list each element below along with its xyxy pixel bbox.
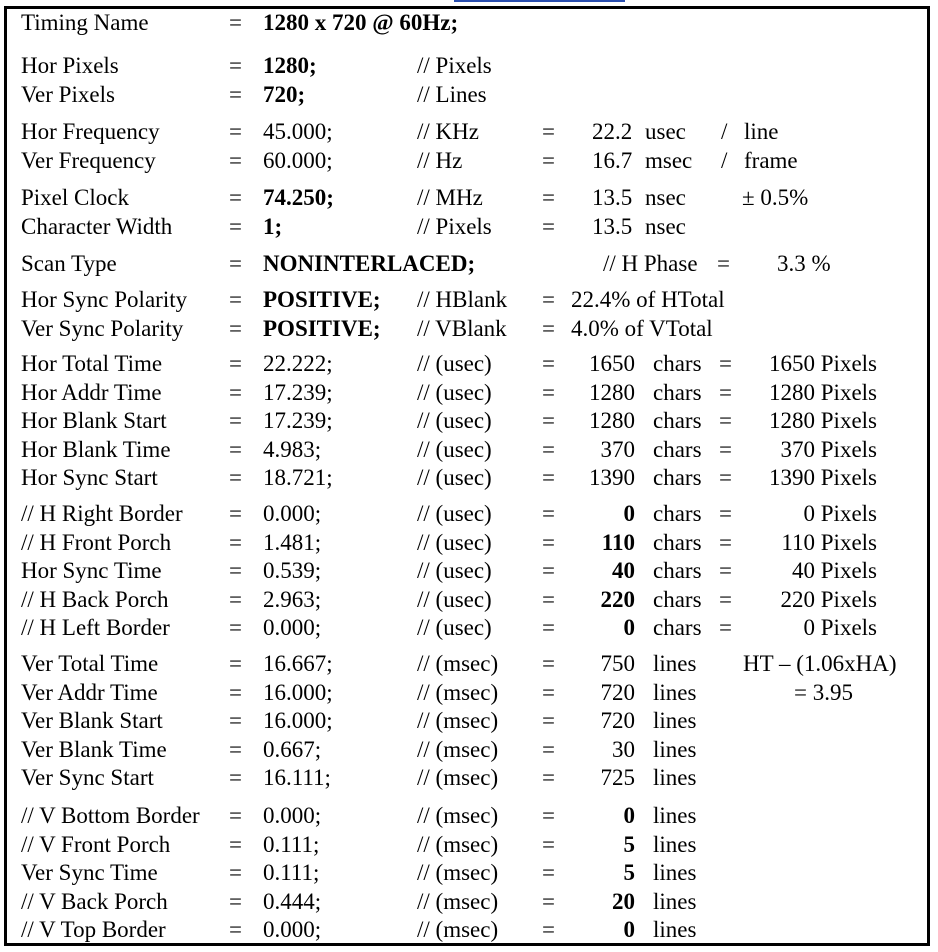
cell-value: 0.000; bbox=[263, 917, 322, 943]
cell-eq2: = bbox=[542, 465, 555, 491]
cell-unit: // HBlank bbox=[417, 287, 508, 312]
cell-value: 0.000; bbox=[263, 803, 322, 828]
cell-px: 1650 Pixels bbox=[769, 351, 877, 376]
cell-eq2: = bbox=[542, 501, 555, 526]
cell-eq3: = bbox=[719, 501, 732, 526]
timing-row bbox=[7, 557, 927, 585]
cell-eq: = bbox=[229, 708, 242, 734]
cell-unit: // (usec) bbox=[417, 408, 492, 434]
timing-row bbox=[7, 888, 927, 916]
cell-eq3: = bbox=[719, 436, 732, 462]
cell-name: // V Top Border bbox=[21, 917, 166, 943]
cell-eq: = bbox=[229, 803, 242, 828]
cell-name: Ver Total Time bbox=[21, 651, 159, 676]
cell-cu: lines bbox=[653, 651, 697, 676]
cell-name: Hor Sync Polarity bbox=[21, 287, 188, 312]
timing-table-frame bbox=[4, 6, 930, 946]
cell-count: 720 bbox=[600, 679, 635, 705]
cell-note: HT – (1.06xHA) bbox=[743, 651, 897, 676]
timing-row bbox=[7, 586, 927, 614]
cell-eq2: = bbox=[542, 315, 555, 341]
cell-eq2: = bbox=[542, 736, 555, 762]
cell-eq2: = bbox=[542, 831, 555, 857]
timing-row bbox=[7, 679, 927, 707]
cell-eq2: = bbox=[542, 708, 555, 734]
cell-n1: 16.7 bbox=[592, 147, 633, 173]
cell-px: 220 Pixels bbox=[780, 586, 877, 612]
cell-eq: = bbox=[229, 615, 242, 641]
cell-cu: chars bbox=[653, 615, 702, 641]
timing-row bbox=[7, 802, 927, 830]
cell-value: 2.963; bbox=[263, 586, 322, 612]
cell-px: 40 Pixels bbox=[792, 558, 877, 584]
cell-eq: = bbox=[229, 465, 242, 491]
cell-px: 110 Pixels bbox=[781, 529, 877, 555]
cell-count: 1280 bbox=[589, 408, 635, 434]
cell-eq2: = bbox=[542, 558, 555, 584]
cell-eq3: = bbox=[719, 379, 732, 405]
cell-eq: = bbox=[229, 679, 242, 705]
cell-name: Ver Frequency bbox=[21, 147, 156, 173]
cell-eq: = bbox=[229, 558, 242, 584]
cell-eq2: = bbox=[542, 679, 555, 705]
cell-blank: 4.0% of VTotal bbox=[571, 315, 713, 341]
cell-eq2: = bbox=[542, 765, 555, 791]
cell-unit: // (usec) bbox=[417, 501, 492, 526]
cell-count: 0 bbox=[623, 803, 635, 828]
cell-eq: = bbox=[229, 831, 242, 857]
cell-name: // V Back Porch bbox=[21, 888, 168, 914]
timing-row bbox=[7, 286, 927, 314]
cell-eq: = bbox=[229, 185, 242, 210]
cell-value: 16.667; bbox=[263, 651, 333, 676]
cell-cu: lines bbox=[653, 860, 697, 886]
cell-eq3: = bbox=[719, 615, 732, 641]
cell-u1: usec bbox=[645, 119, 686, 144]
cell-value: 4.983; bbox=[263, 436, 322, 462]
cell-unit: // (usec) bbox=[417, 379, 492, 405]
cell-value: 45.000; bbox=[263, 119, 333, 144]
cell-name: // H Front Porch bbox=[21, 529, 172, 555]
cell-count: 30 bbox=[612, 736, 635, 762]
cell-value: POSITIVE; bbox=[263, 287, 381, 312]
cell-u1: msec bbox=[645, 147, 693, 173]
timing-row bbox=[7, 736, 927, 764]
cell-blank: 22.4% of HTotal bbox=[571, 287, 725, 312]
cell-name: Hor Frequency bbox=[21, 119, 160, 144]
cell-name: Hor Blank Time bbox=[21, 436, 171, 462]
cell-eq3: = bbox=[719, 408, 732, 434]
cell-eq2: = bbox=[542, 860, 555, 886]
cell-eq: = bbox=[229, 651, 242, 676]
cell-count: 1650 bbox=[589, 351, 635, 376]
cell-value: 1280; bbox=[263, 53, 317, 78]
cell-px: 1280 Pixels bbox=[769, 408, 877, 434]
cell-count: 5 bbox=[623, 831, 635, 857]
cell-tail: line bbox=[744, 119, 779, 144]
cell-count: 110 bbox=[601, 529, 635, 555]
cell-n1: 13.5 bbox=[592, 213, 633, 239]
cell-eq2: = bbox=[542, 351, 555, 376]
cell-count: 725 bbox=[600, 765, 635, 791]
cell-name: Pixel Clock bbox=[21, 185, 129, 210]
cell-tail2: ± 0.5% bbox=[742, 185, 809, 210]
cell-unit: // (msec) bbox=[417, 917, 499, 943]
cell-phase-val: 3.3 % bbox=[777, 251, 831, 276]
timing-row bbox=[7, 764, 927, 792]
timing-row bbox=[7, 831, 927, 859]
cell-u1: nsec bbox=[645, 213, 686, 239]
cell-unit: // (usec) bbox=[417, 615, 492, 641]
cell-unit: // (msec) bbox=[417, 679, 499, 705]
cell-eq3: = bbox=[719, 529, 732, 555]
cell-count: 0 bbox=[623, 615, 635, 641]
cell-unit: // (msec) bbox=[417, 708, 499, 734]
cell-unit: // (usec) bbox=[417, 558, 492, 584]
cell-count: 0 bbox=[623, 917, 635, 943]
cell-eq2: = bbox=[542, 119, 555, 144]
cell-value: 0.444; bbox=[263, 888, 322, 914]
cell-count: 5 bbox=[623, 860, 635, 886]
cell-name: Hor Blank Start bbox=[21, 408, 167, 434]
cell-eq: = bbox=[229, 888, 242, 914]
timing-row bbox=[7, 315, 927, 343]
cell-cu: chars bbox=[653, 558, 702, 584]
cell-name: Ver Blank Time bbox=[21, 736, 167, 762]
header-rule bbox=[454, 0, 625, 2]
cell-value: 0.111; bbox=[263, 860, 320, 886]
cell-unit: // (msec) bbox=[417, 803, 499, 828]
cell-name: Character Width bbox=[21, 213, 173, 239]
cell-eq: = bbox=[229, 10, 242, 35]
cell-cu: lines bbox=[653, 765, 697, 791]
cell-eq2: = bbox=[542, 408, 555, 434]
cell-eq3: = bbox=[719, 465, 732, 491]
cell-unit: // (usec) bbox=[417, 436, 492, 462]
cell-eq: = bbox=[229, 379, 242, 405]
cell-cu: chars bbox=[653, 351, 702, 376]
cell-eq2: = bbox=[542, 185, 555, 210]
cell-unit: // (usec) bbox=[417, 586, 492, 612]
cell-value: POSITIVE; bbox=[263, 315, 381, 341]
cell-eq2: = bbox=[542, 436, 555, 462]
cell-name: // H Back Porch bbox=[21, 586, 169, 612]
cell-eq2: = bbox=[542, 917, 555, 943]
cell-count: 20 bbox=[612, 888, 635, 914]
timing-row bbox=[7, 500, 927, 528]
cell-unit: // (msec) bbox=[417, 736, 499, 762]
cell-eq2: = bbox=[542, 803, 555, 828]
cell-tail: frame bbox=[744, 147, 798, 173]
cell-unit: // KHz bbox=[417, 119, 479, 144]
cell-value: 1280 x 720 @ 60Hz; bbox=[263, 10, 459, 35]
cell-name: Ver Sync Time bbox=[21, 860, 158, 886]
cell-value: 17.239; bbox=[263, 379, 333, 405]
cell-px: 0 Pixels bbox=[803, 501, 877, 526]
cell-unit: // (usec) bbox=[417, 529, 492, 555]
cell-value: 0.111; bbox=[263, 831, 320, 857]
cell-eq2: = bbox=[542, 379, 555, 405]
cell-phase-eq: = bbox=[717, 251, 730, 276]
cell-value: 16.000; bbox=[263, 708, 333, 734]
cell-value: 22.222; bbox=[263, 351, 333, 376]
timing-row bbox=[7, 350, 927, 378]
timing-row bbox=[7, 9, 927, 37]
cell-value: 0.000; bbox=[263, 615, 322, 641]
cell-px: 0 Pixels bbox=[803, 615, 877, 641]
cell-cu: lines bbox=[653, 708, 697, 734]
cell-eq2: = bbox=[542, 213, 555, 239]
cell-n1: 22.2 bbox=[592, 119, 633, 144]
cell-eq: = bbox=[229, 147, 242, 173]
cell-eq: = bbox=[229, 586, 242, 612]
cell-unit: // Pixels bbox=[417, 213, 492, 239]
cell-unit: // VBlank bbox=[417, 315, 507, 341]
cell-cu: chars bbox=[653, 501, 702, 526]
timing-row bbox=[7, 147, 927, 175]
cell-cu: lines bbox=[653, 831, 697, 857]
cell-note2: = 3.95 bbox=[794, 679, 853, 705]
cell-eq: = bbox=[229, 436, 242, 462]
cell-eq: = bbox=[229, 287, 242, 312]
cell-eq: = bbox=[229, 736, 242, 762]
cell-eq2: = bbox=[542, 529, 555, 555]
cell-count: 0 bbox=[623, 501, 635, 526]
cell-eq: = bbox=[229, 53, 242, 78]
timing-row bbox=[7, 707, 927, 735]
cell-name: Hor Addr Time bbox=[21, 379, 162, 405]
cell-value: 16.000; bbox=[263, 679, 333, 705]
cell-name: Ver Sync Polarity bbox=[21, 315, 184, 341]
timing-row bbox=[7, 436, 927, 464]
cell-n1: 13.5 bbox=[592, 185, 633, 210]
cell-eq2: = bbox=[542, 287, 555, 312]
cell-px: 1280 Pixels bbox=[769, 379, 877, 405]
cell-eq: = bbox=[229, 917, 242, 943]
cell-value: 74.250; bbox=[263, 185, 334, 210]
cell-unit: // (usec) bbox=[417, 351, 492, 376]
cell-eq: = bbox=[229, 765, 242, 791]
cell-px: 1390 Pixels bbox=[769, 465, 877, 491]
cell-eq3: = bbox=[719, 351, 732, 376]
cell-value: 1.481; bbox=[263, 529, 322, 555]
cell-unit: // (msec) bbox=[417, 765, 499, 791]
cell-unit: // (msec) bbox=[417, 888, 499, 914]
cell-name: Ver Pixels bbox=[21, 81, 115, 107]
cell-u1: nsec bbox=[645, 185, 686, 210]
cell-value: 60.000; bbox=[263, 147, 333, 173]
cell-value: 18.721; bbox=[263, 465, 333, 491]
cell-eq: = bbox=[229, 529, 242, 555]
cell-name: Hor Sync Start bbox=[21, 465, 158, 491]
cell-cu: chars bbox=[653, 408, 702, 434]
timing-row bbox=[7, 859, 927, 887]
timing-row bbox=[7, 529, 927, 557]
cell-value: 16.111; bbox=[263, 765, 331, 791]
cell-count: 370 bbox=[600, 436, 635, 462]
cell-cu: chars bbox=[653, 586, 702, 612]
cell-value: 17.239; bbox=[263, 408, 333, 434]
cell-value: 1; bbox=[263, 213, 283, 239]
timing-row bbox=[7, 650, 927, 678]
cell-slash: / bbox=[721, 119, 728, 144]
cell-count: 720 bbox=[600, 708, 635, 734]
timing-row bbox=[7, 118, 927, 146]
cell-name: // H Right Border bbox=[21, 501, 183, 526]
cell-name: Ver Addr Time bbox=[21, 679, 158, 705]
cell-cu: chars bbox=[653, 436, 702, 462]
cell-unit: // (msec) bbox=[417, 651, 499, 676]
timing-row bbox=[7, 52, 927, 80]
timing-row bbox=[7, 81, 927, 109]
cell-unit: // (usec) bbox=[417, 465, 492, 491]
cell-name: // V Front Porch bbox=[21, 831, 171, 857]
cell-cu: lines bbox=[653, 803, 697, 828]
cell-name: Timing Name bbox=[21, 10, 149, 35]
cell-unit: // Lines bbox=[417, 81, 487, 107]
cell-px: 370 Pixels bbox=[780, 436, 877, 462]
cell-value: 0.667; bbox=[263, 736, 322, 762]
cell-eq: = bbox=[229, 213, 242, 239]
cell-eq2: = bbox=[542, 147, 555, 173]
cell-unit: // Pixels bbox=[417, 53, 492, 78]
cell-name: Scan Type bbox=[21, 251, 117, 276]
cell-eq: = bbox=[229, 119, 242, 144]
cell-eq: = bbox=[229, 251, 242, 276]
cell-eq: = bbox=[229, 81, 242, 107]
cell-name: Ver Blank Start bbox=[21, 708, 163, 734]
timing-row bbox=[7, 184, 927, 212]
timing-row bbox=[7, 213, 927, 241]
cell-name: // H Left Border bbox=[21, 615, 170, 641]
timing-row bbox=[7, 916, 927, 944]
cell-count: 1390 bbox=[589, 465, 635, 491]
cell-count: 1280 bbox=[589, 379, 635, 405]
cell-name: Ver Sync Start bbox=[21, 765, 154, 791]
timing-row bbox=[7, 407, 927, 435]
cell-name: Hor Total Time bbox=[21, 351, 163, 376]
cell-unit: // (msec) bbox=[417, 831, 499, 857]
cell-eq: = bbox=[229, 860, 242, 886]
cell-cu: chars bbox=[653, 379, 702, 405]
cell-eq2: = bbox=[542, 651, 555, 676]
cell-unit: // (msec) bbox=[417, 860, 499, 886]
cell-name: Hor Pixels bbox=[21, 53, 119, 78]
cell-eq: = bbox=[229, 315, 242, 341]
timing-row bbox=[7, 614, 927, 642]
cell-phase-label: // H Phase bbox=[603, 251, 698, 276]
cell-eq2: = bbox=[542, 586, 555, 612]
cell-cu: chars bbox=[653, 465, 702, 491]
cell-unit: // MHz bbox=[417, 185, 483, 210]
cell-cu: lines bbox=[653, 679, 697, 705]
cell-name: Hor Sync Time bbox=[21, 558, 162, 584]
cell-eq: = bbox=[229, 408, 242, 434]
timing-row bbox=[7, 250, 927, 278]
cell-eq2: = bbox=[542, 888, 555, 914]
cell-cu: lines bbox=[653, 736, 697, 762]
cell-value: NONINTERLACED; bbox=[263, 251, 476, 276]
cell-count: 220 bbox=[600, 586, 635, 612]
timing-row bbox=[7, 464, 927, 492]
cell-eq: = bbox=[229, 351, 242, 376]
cell-name: // V Bottom Border bbox=[21, 803, 200, 828]
cell-unit: // Hz bbox=[417, 147, 463, 173]
cell-eq: = bbox=[229, 501, 242, 526]
cell-eq3: = bbox=[719, 586, 732, 612]
cell-cu: lines bbox=[653, 917, 697, 943]
cell-eq3: = bbox=[719, 558, 732, 584]
cell-slash: / bbox=[721, 147, 728, 173]
timing-row bbox=[7, 379, 927, 407]
cell-eq2: = bbox=[542, 615, 555, 641]
cell-value: 0.000; bbox=[263, 501, 322, 526]
cell-count: 40 bbox=[612, 558, 635, 584]
cell-count: 750 bbox=[600, 651, 635, 676]
cell-cu: chars bbox=[653, 529, 702, 555]
cell-value: 720; bbox=[263, 81, 306, 107]
cell-value: 0.539; bbox=[263, 558, 322, 584]
cell-cu: lines bbox=[653, 888, 697, 914]
